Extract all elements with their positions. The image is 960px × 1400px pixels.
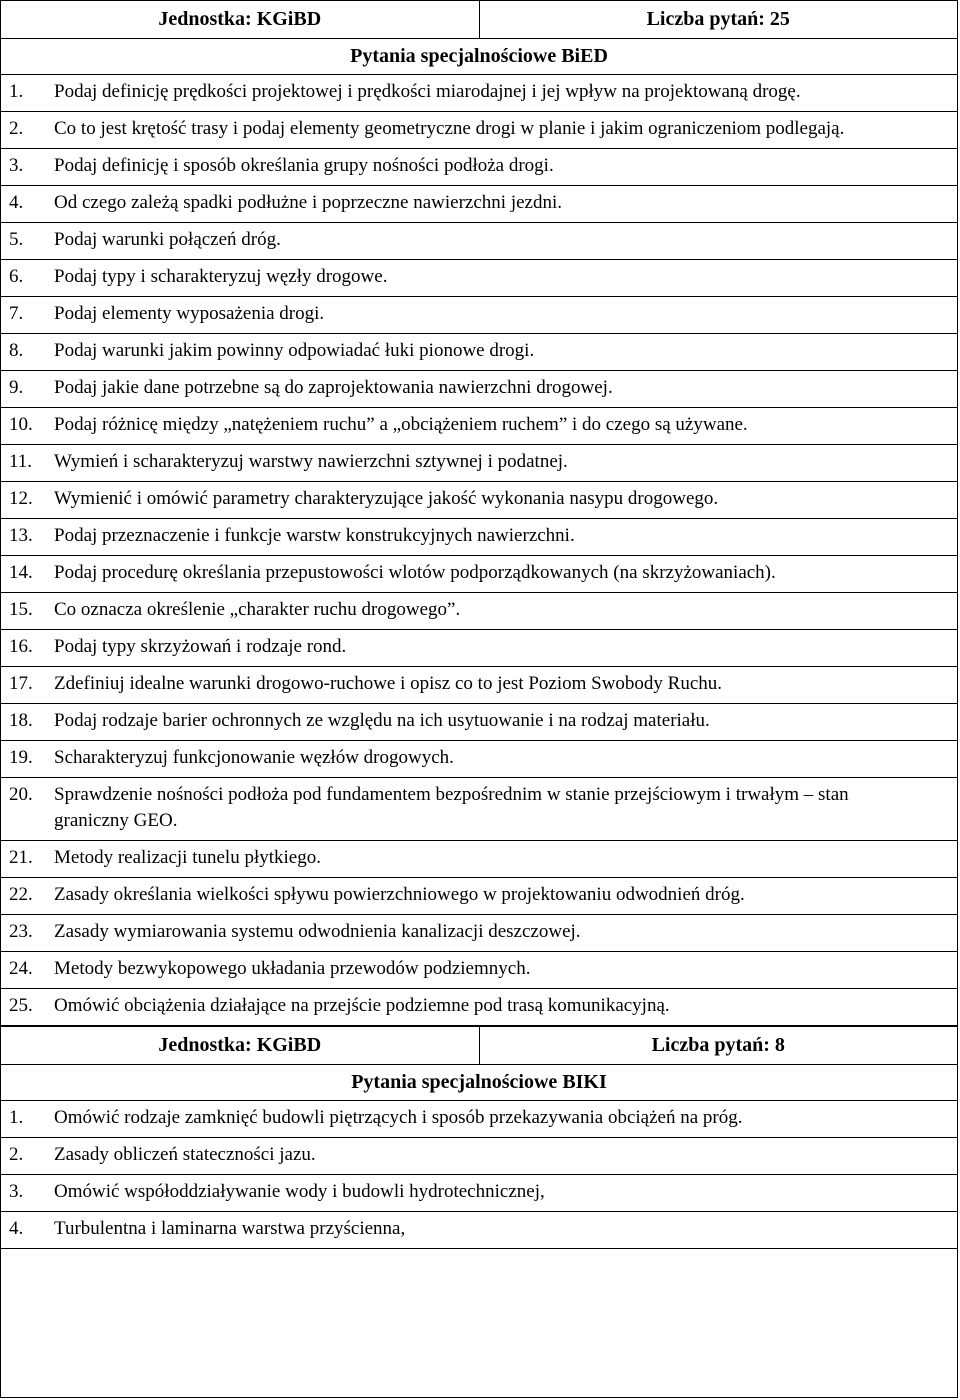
- question-item: [1, 1138, 957, 1175]
- question-text: Omówić rodzaje zamknięć budowli piętrzących i sposób przekazywania obciążeń na próg.: [54, 1107, 743, 1128]
- question-item: [1, 841, 957, 878]
- question-text: Wymień i scharakteryzuj warstwy nawierzchni sztywnej i podatnej.: [54, 451, 568, 472]
- question-text: Podaj definicję prędkości projektowej i prędkości miarodajnej i jej wpływ na projektowaną drogę.: [54, 81, 801, 102]
- question-text: Podaj jakie dane potrzebne są do zaprojektowania nawierzchni drogowej.: [54, 377, 613, 398]
- question-item: [1, 952, 957, 989]
- question-text: Zasady wymiarowania systemu odwodnienia kanalizacji deszczowej.: [54, 921, 581, 942]
- question-text: Od czego zależą spadki podłużne i poprzeczne nawierzchni jezdni.: [54, 192, 562, 213]
- question-text: Podaj warunki jakim powinny odpowiadać łuki pionowe drogi.: [54, 340, 535, 361]
- question-text: Omówić obciążenia działające na przejście podziemne pod trasą komunikacyjną.: [54, 995, 670, 1016]
- question-number: 5.: [9, 229, 24, 250]
- question-item: [1, 482, 957, 519]
- unit-label: Jednostka: KGiBD: [1, 1027, 480, 1064]
- question-text: Co to jest krętość trasy i podaj elementy geometryczne drogi w planie i jakim ograniczeniom podlegają.: [54, 118, 845, 139]
- question-item: [1, 704, 957, 741]
- question-number: 1.: [9, 81, 24, 102]
- question-item: [1, 556, 957, 593]
- question-text: Sprawdzenie nośności podłoża pod fundamentem bezpośrednim w stanie przejściowym i trwałym – stan graniczny GEO.: [54, 784, 849, 831]
- question-text: Podaj elementy wyposażenia drogi.: [54, 303, 325, 324]
- question-item: [1, 915, 957, 952]
- question-text: Zasady określania wielkości spływu powierzchniowego w projektowaniu odwodnień dróg.: [54, 884, 745, 905]
- section-header: [1, 1026, 957, 1065]
- question-item: [1, 1175, 957, 1212]
- question-item: [1, 297, 957, 334]
- question-item: [1, 1212, 957, 1249]
- question-item: [1, 741, 957, 778]
- question-item: [1, 1101, 957, 1138]
- question-item: [1, 186, 957, 223]
- question-text: Podaj warunki połączeń dróg.: [54, 229, 281, 250]
- question-number: 17.: [9, 673, 33, 694]
- question-text: Zasady obliczeń stateczności jazu.: [54, 1144, 316, 1165]
- question-item: [1, 593, 957, 630]
- question-item: [1, 408, 957, 445]
- question-item: [1, 630, 957, 667]
- question-number: 4.: [9, 1218, 24, 1239]
- question-count: Liczba pytań: 8: [651, 1034, 785, 1056]
- question-list: [1, 1101, 957, 1249]
- question-number: 3.: [9, 155, 24, 176]
- question-number: 20.: [9, 784, 33, 805]
- question-number: 4.: [9, 192, 24, 213]
- question-item: [1, 223, 957, 260]
- question-text: Scharakteryzuj funkcjonowanie węzłów drogowych.: [54, 747, 454, 768]
- question-text: Podaj procedurę określania przepustowości wlotów podporządkowanych (na skrzyżowaniach).: [54, 562, 776, 583]
- question-number: 22.: [9, 884, 33, 905]
- question-number: 16.: [9, 636, 33, 657]
- question-text: Turbulentna i laminarna warstwa przyścienna,: [54, 1218, 406, 1239]
- question-item: [1, 260, 957, 297]
- question-item: [1, 878, 957, 915]
- question-count: Liczba pytań: 25: [646, 8, 790, 30]
- unit-label: Jednostka: KGiBD: [1, 1, 480, 38]
- section-header: [1, 0, 957, 39]
- question-number: 25.: [9, 995, 33, 1016]
- question-number: 19.: [9, 747, 33, 768]
- question-list: [1, 75, 957, 1026]
- question-text: Metody bezwykopowego układania przewodów podziemnych.: [54, 958, 531, 979]
- question-number: 13.: [9, 525, 33, 546]
- section-title: Pytania specjalnościowe BIKI: [1, 1065, 957, 1101]
- question-item: [1, 445, 957, 482]
- question-number: 3.: [9, 1181, 24, 1202]
- question-text: Metody realizacji tunelu płytkiego.: [54, 847, 321, 868]
- question-number: 9.: [9, 377, 24, 398]
- question-text: Podaj różnicę między „natężeniem ruchu” a „obciążeniem ruchem” i do czego są używane.: [54, 414, 748, 435]
- question-item: [1, 75, 957, 112]
- question-number: 23.: [9, 921, 33, 942]
- question-number: 1.: [9, 1107, 24, 1128]
- section-biki: [1, 1026, 957, 1249]
- question-number: 15.: [9, 599, 33, 620]
- question-text: Omówić współoddziaływanie wody i budowli hydrotechnicznej,: [54, 1181, 545, 1202]
- question-item: [1, 778, 957, 841]
- question-number: 6.: [9, 266, 24, 287]
- question-item: [1, 149, 957, 186]
- section-biED: [1, 0, 957, 1026]
- question-number: 14.: [9, 562, 33, 583]
- question-item: [1, 334, 957, 371]
- question-number: 11.: [9, 451, 33, 472]
- question-text: Podaj typy i scharakteryzuj węzły drogowe.: [54, 266, 388, 287]
- question-number: 21.: [9, 847, 33, 868]
- question-number: 8.: [9, 340, 24, 361]
- question-item: [1, 519, 957, 556]
- question-text: Co oznacza określenie „charakter ruchu drogowego”.: [54, 599, 461, 620]
- question-number: 2.: [9, 1144, 24, 1165]
- question-number: 12.: [9, 488, 33, 509]
- question-text: Podaj przeznaczenie i funkcje warstw konstrukcyjnych nawierzchni.: [54, 525, 575, 546]
- question-text: Podaj rodzaje barier ochronnych ze względu na ich usytuowanie i na rodzaj materiału.: [54, 710, 710, 731]
- question-item: [1, 989, 957, 1026]
- question-item: [1, 667, 957, 704]
- question-text: Wymienić i omówić parametry charakteryzujące jakość wykonania nasypu drogowego.: [54, 488, 719, 509]
- section-title: Pytania specjalnościowe BiED: [1, 39, 957, 75]
- question-text: Zdefiniuj idealne warunki drogowo-ruchowe i opisz co to jest Poziom Swobody Ruchu.: [54, 673, 723, 694]
- question-number: 18.: [9, 710, 33, 731]
- question-item: [1, 112, 957, 149]
- question-text: Podaj definicję i sposób określania grupy nośności podłoża drogi.: [54, 155, 554, 176]
- question-number: 2.: [9, 118, 24, 139]
- question-item: [1, 371, 957, 408]
- question-number: 7.: [9, 303, 24, 324]
- question-text: Podaj typy skrzyżowań i rodzaje rond.: [54, 636, 347, 657]
- question-number: 10.: [9, 414, 33, 435]
- question-number: 24.: [9, 958, 33, 979]
